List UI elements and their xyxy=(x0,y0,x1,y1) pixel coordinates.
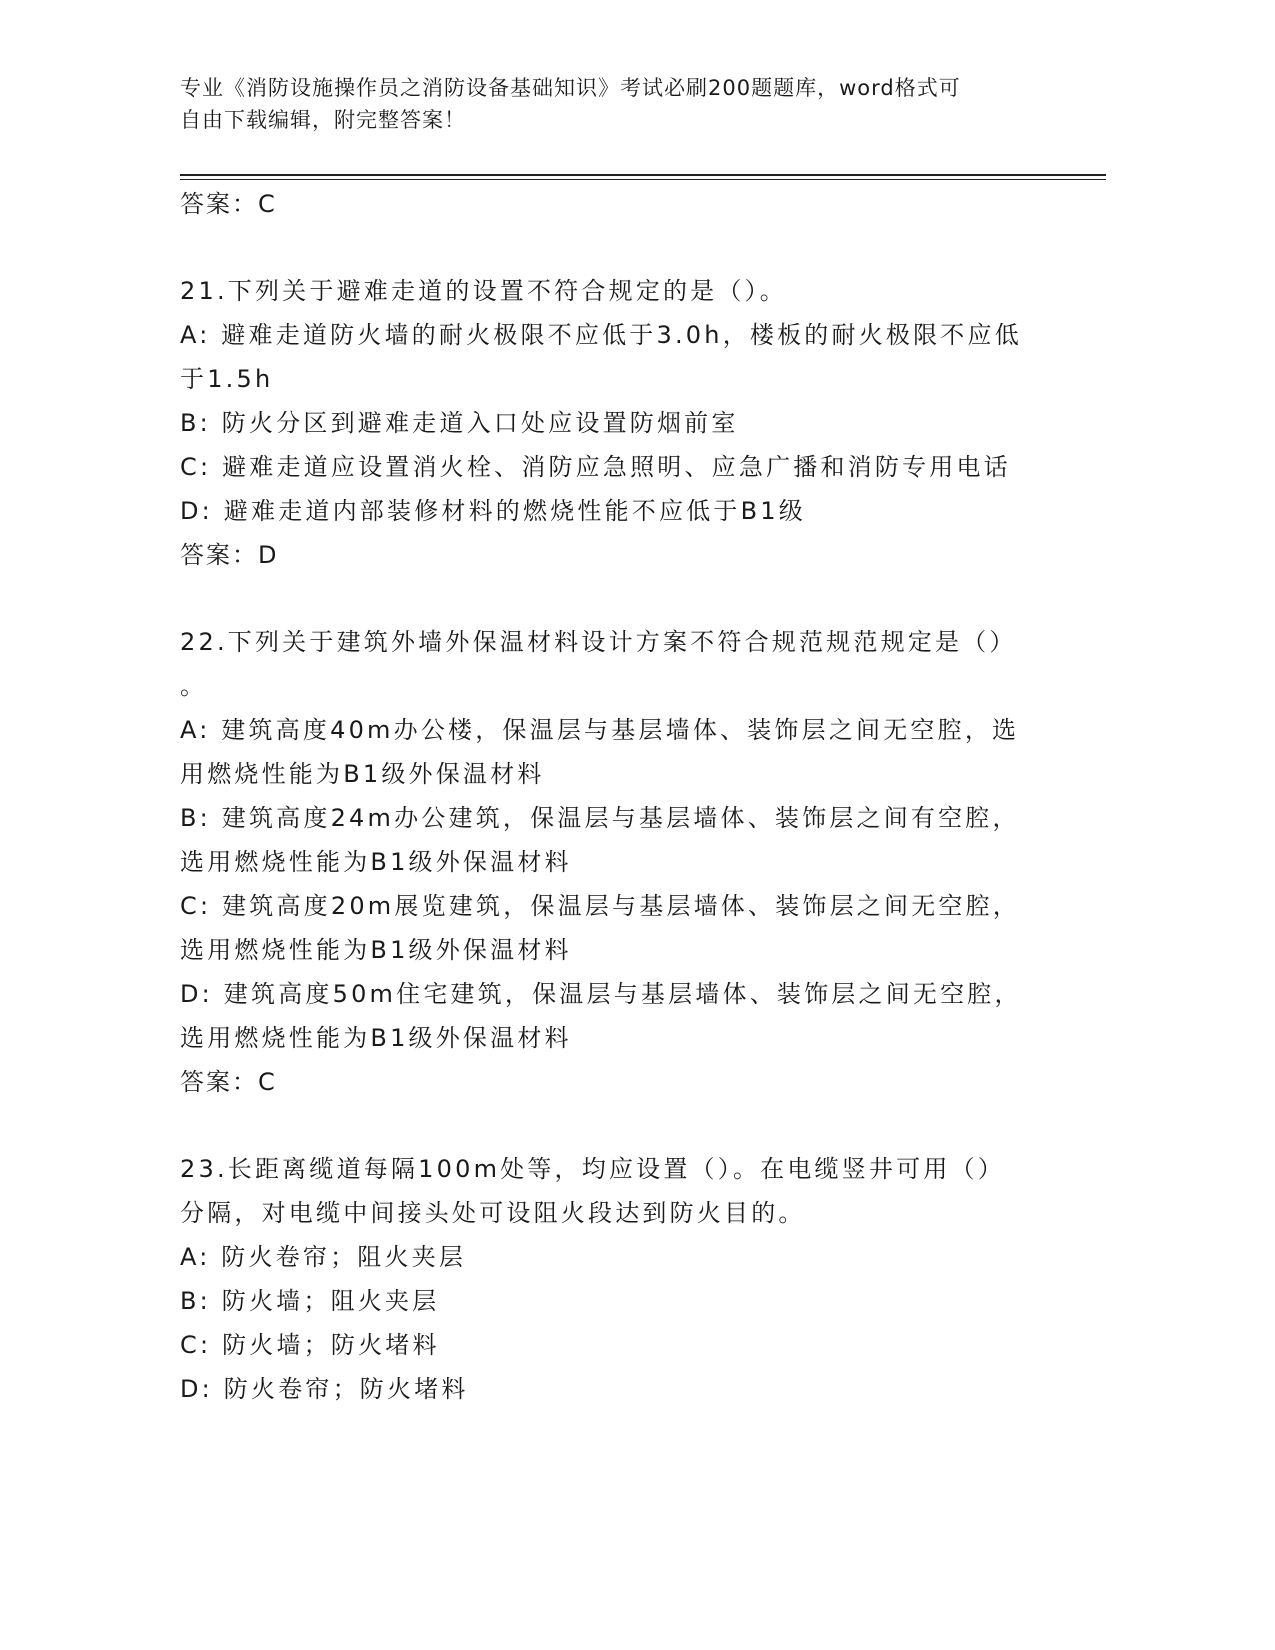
answer-22: 答案：C xyxy=(180,1068,277,1096)
option-b: B: 防火分区到避难走道入口处应设置防烟前室 xyxy=(180,409,739,437)
option-d-line-1: D: 建筑高度50m住宅建筑，保温层与基层墙体、装饰层之间无空腔， xyxy=(180,980,1022,1008)
option-c-line-1: C: 建筑高度20m展览建筑，保温层与基层墙体、装饰层之间无空腔， xyxy=(180,892,1020,920)
question-21 xyxy=(180,269,1080,577)
spacer xyxy=(180,226,1080,269)
header-line-2: 自由下载编辑，附完整答案！ xyxy=(180,108,466,132)
spacer xyxy=(180,1104,1080,1147)
header-line-1: 专业《消防设施操作员之消防设备基础知识》考试必刷200题题库，word格式可 xyxy=(180,76,961,100)
option-a: A: 防火卷帘；阻火夹层 xyxy=(180,1243,467,1271)
option-d-line-2: 选用燃烧性能为B1级外保温材料 xyxy=(180,1024,572,1052)
question-stem-line-2: 。 xyxy=(180,672,208,700)
spacer xyxy=(180,577,1080,620)
option-d: D: 避难走道内部装修材料的燃烧性能不应低于B1级 xyxy=(180,497,806,525)
previous-answer: 答案：C xyxy=(180,190,277,218)
option-a-line-2: 于1.5h xyxy=(180,365,274,393)
document-header xyxy=(180,72,1040,136)
option-d: D: 防火卷帘；防火堵料 xyxy=(180,1375,469,1403)
option-a-line-1: A: 避难走道防火墙的耐火极限不应低于3.0h，楼板的耐火极限不应低 xyxy=(180,321,1022,349)
question-stem-line-1: 22.下列关于建筑外墙外保温材料设计方案不符合规范规范规定是（） xyxy=(180,628,1017,656)
question-stem-line: 21.下列关于避难走道的设置不符合规定的是（）。 xyxy=(180,277,787,305)
option-b: B: 防火墙；阻火夹层 xyxy=(180,1287,440,1315)
question-23 xyxy=(180,1147,1080,1411)
option-c-line-2: 选用燃烧性能为B1级外保温材料 xyxy=(180,936,572,964)
option-b-line-2: 选用燃烧性能为B1级外保温材料 xyxy=(180,848,572,876)
document-body xyxy=(180,182,1080,1411)
option-b-line-1: B: 建筑高度24m办公建筑，保温层与基层墙体、装饰层之间有空腔， xyxy=(180,804,1020,832)
header-rule-thin xyxy=(180,179,1106,180)
header-rule-thick xyxy=(180,174,1106,176)
question-22 xyxy=(180,620,1080,1104)
option-a-line-1: A: 建筑高度40m办公楼，保温层与基层墙体、装饰层之间无空腔，选 xyxy=(180,716,1020,744)
question-stem-line-2: 分隔，对电缆中间接头处可设阻火段达到防火目的。 xyxy=(180,1199,806,1227)
answer-21: 答案：D xyxy=(180,541,279,569)
option-c: C: 防火墙；防火堵料 xyxy=(180,1331,440,1359)
question-stem-line-1: 23.长距离缆道每隔100m处等，均应设置（）。在电缆竖井可用（） xyxy=(180,1155,1005,1183)
option-c: C: 避难走道应设置消火栓、消防应急照明、应急广播和消防专用电话 xyxy=(180,453,1011,481)
option-a-line-2: 用燃烧性能为B1级外保温材料 xyxy=(180,760,545,788)
